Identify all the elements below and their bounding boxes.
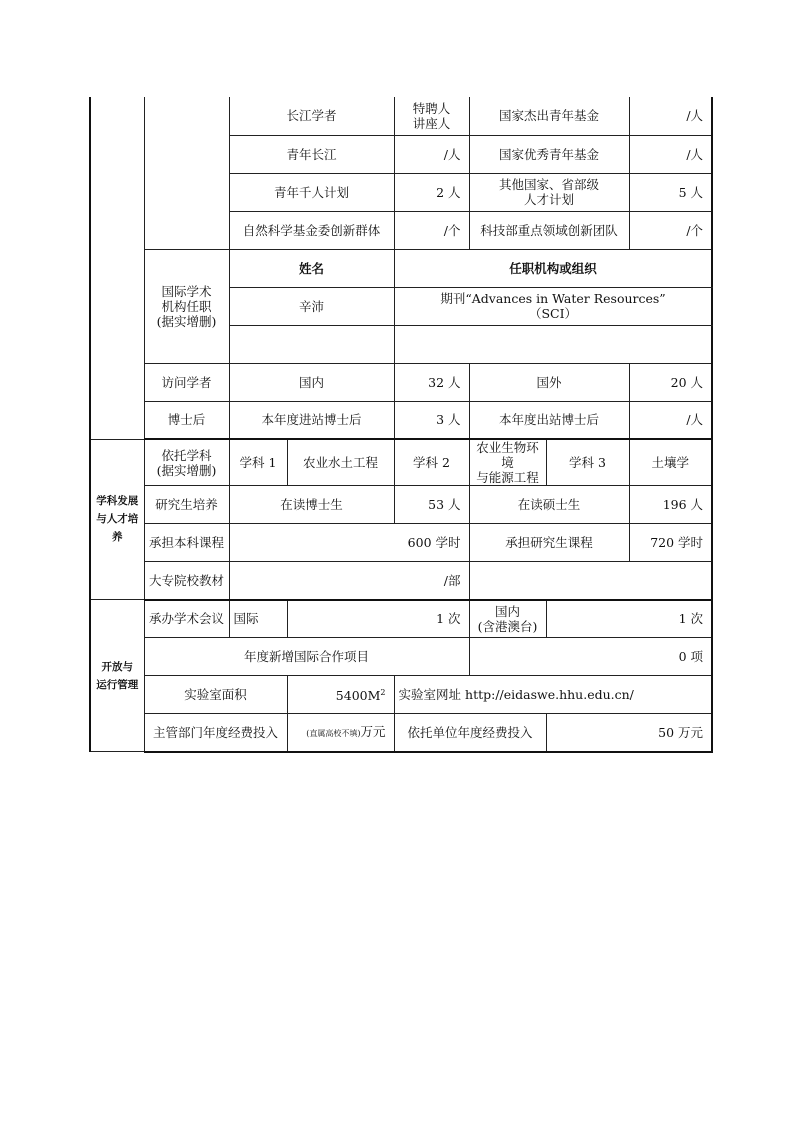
conference-label: 承办学术会议 [144,600,229,638]
host-fund-value: 50 万元 [546,714,712,752]
post-holder-name: 辛沛 [229,287,394,325]
national-outstanding-youth-label: 国家杰出青年基金 [469,97,629,135]
post-organization: 期刊“Advances in Water Resources” （SCI） [394,287,712,325]
dept-fund-unit: 万元 [360,723,386,739]
most-team-value: /个 [629,211,712,249]
lab-area-number: 5400M [335,688,381,704]
conference-intl-value: 1 次 [287,600,469,638]
postdoc-in-value: 3 人 [394,401,469,439]
lab-info-row [90,676,712,714]
col-org-header: 任职机构或组织 [394,249,712,287]
conference-domestic-value: 1 次 [546,600,712,638]
grad-course-value: 720 学时 [629,524,712,562]
section-label-operation: 开放与 运行管理 [90,600,144,752]
empty-org-cell [394,325,712,363]
conference-row [90,600,712,638]
textbook-row [90,562,712,600]
subject2-name: 农业生物环境 与能源工程 [469,439,546,486]
subject3-name: 土壤学 [629,439,712,486]
subject1-name: 农业水土工程 [287,439,394,486]
subject3-label: 学科 3 [546,439,629,486]
national-outstanding-youth-value: /人 [629,97,712,135]
conference-domestic-label: 国内 (含港澳台) [469,600,546,638]
textbook-label: 大专院校教材 [144,562,229,600]
master-label: 在读硕士生 [469,486,629,524]
nsfc-group-label: 自然科学基金委创新群体 [229,211,394,249]
grad-training-row [90,486,712,524]
subject2-label: 学科 2 [394,439,469,486]
phd-value: 53 人 [394,486,469,524]
grad-course-label: 承担研究生课程 [469,524,629,562]
master-value: 196 人 [629,486,712,524]
dept-fund-label: 主管部门年度经费投入 [144,714,287,752]
national-excellent-youth-label: 国家优秀青年基金 [469,135,629,173]
lab-annual-report-table [89,97,713,753]
young-thousand-value: 2 人 [394,173,469,211]
talent-group-cell [144,97,229,249]
visitors-label: 访问学者 [144,363,229,401]
postdoc-in-label: 本年度进站博士后 [229,401,394,439]
other-talent-plan-label: 其他国家、省部级 人才计划 [469,173,629,211]
intl-coop-value: 0 项 [469,638,712,676]
visitors-domestic-value: 32 人 [394,363,469,401]
intl-posts-label: 国际学术 机构任职 (据实增删) [144,249,229,363]
other-talent-plan-value: 5 人 [629,173,712,211]
postdoc-out-value: /人 [629,401,712,439]
visitors-domestic-label: 国内 [229,363,394,401]
textbook-value: /部 [229,562,469,600]
lab-url-link[interactable]: http://eidaswe.hhu.edu.cn/ [465,687,634,702]
funding-row [90,714,712,752]
host-fund-label: 依托单位年度经费投入 [394,714,546,752]
nsfc-group-value: /个 [394,211,469,249]
postdoc-label: 博士后 [144,401,229,439]
col-name-header: 姓名 [229,249,394,287]
young-changjiang-label: 青年长江 [229,135,394,173]
postdoc-row [90,401,712,439]
lab-area-label: 实验室面积 [144,676,287,714]
intl-coop-label: 年度新增国际合作项目 [144,638,469,676]
dept-fund-value [287,714,394,752]
changjiang-scholar-label: 长江学者 [229,97,394,135]
dept-fund-note: (直属高校不填) [306,728,361,738]
lab-area-sup: 2 [380,688,386,698]
young-thousand-label: 青年千人计划 [229,173,394,211]
visitors-foreign-label: 国外 [469,363,629,401]
undergrad-course-label: 承担本科课程 [144,524,229,562]
postdoc-out-label: 本年度出站博士后 [469,401,629,439]
section-label-discipline: 学科发展 与人才培 养 [90,439,144,600]
distinguished-lecturer-label: 特聘人 讲座人 [394,97,469,135]
support-discipline-row [90,439,712,486]
courses-row [90,524,712,562]
section-cell-personnel [90,97,144,439]
visitors-row [90,363,712,401]
empty-name-cell [229,325,394,363]
talent-row-1 [90,97,712,135]
most-team-label: 科技部重点领域创新团队 [469,211,629,249]
grad-training-label: 研究生培养 [144,486,229,524]
intl-posts-header-row [90,249,712,287]
support-discipline-label: 依托学科 (据实增删) [144,439,229,486]
lab-area-value [287,676,394,714]
lab-url-label: 实验室网址 [398,687,462,702]
young-changjiang-value: /人 [394,135,469,173]
visitors-foreign-value: 20 人 [629,363,712,401]
textbook-empty-cell [469,562,712,600]
phd-label: 在读博士生 [229,486,394,524]
national-excellent-youth-value: /人 [629,135,712,173]
undergrad-course-value: 600 学时 [229,524,469,562]
conference-intl-label: 国际 [229,600,287,638]
lab-url-cell [394,676,712,714]
intl-coop-row [90,638,712,676]
subject1-label: 学科 1 [229,439,287,486]
